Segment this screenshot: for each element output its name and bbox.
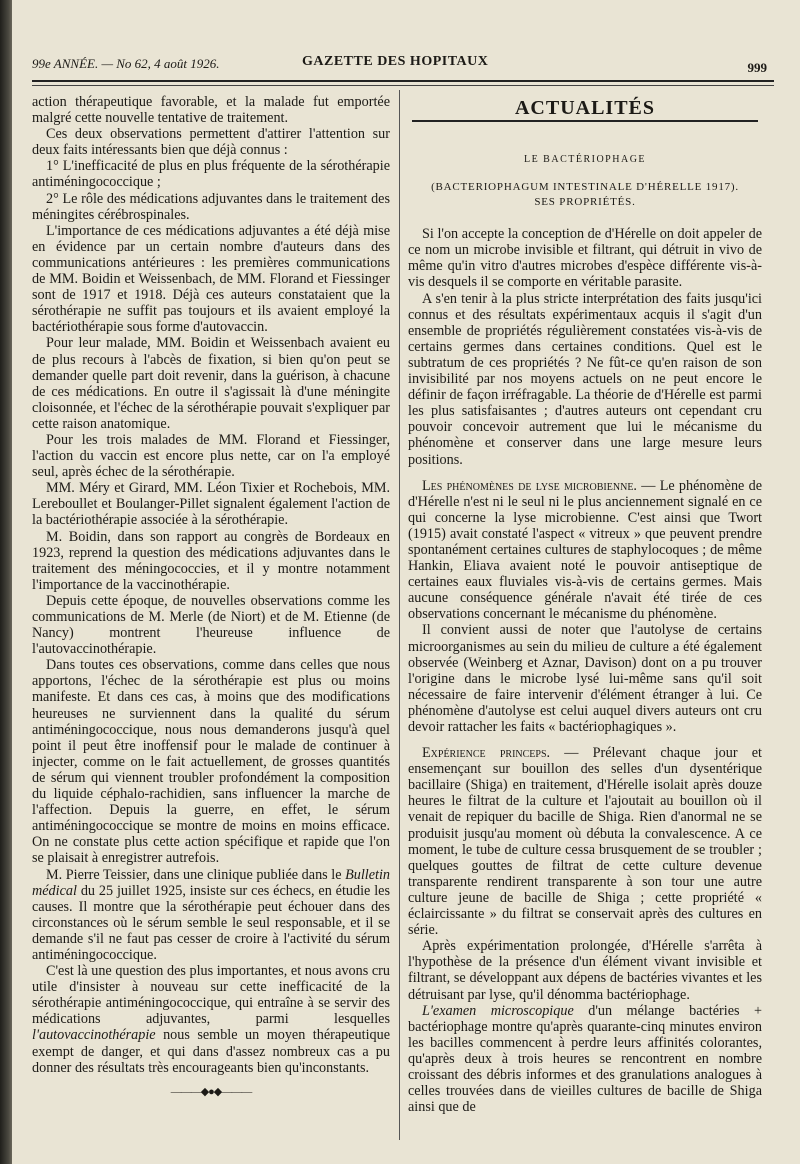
end-ornament: ———◆●◆——— <box>170 1085 252 1098</box>
paragraph: MM. Méry et Girard, MM. Léon Tixier et Rochebois, MM. Lereboullet et Boulanger-Pillet signalent également l'action de la bactériothérapie associée à la sérothérapie. <box>32 480 390 529</box>
subtitle-line: (BACTERIOPHAGUM INTESTINALE D'HÉRELLE 1917). <box>431 181 739 194</box>
paragraph: Il convient aussi de noter que l'autolyse de certains microorganismes au sein du milieu de culture a été également observée (Weinberg et Aznar, Davison) dont on a pu trouver l'origine dans le microbe lysé lui-même sans qu'il soit nécessaire de faire intervenir d'élément étranger à lui. Ce phénomène d'autolyse est celui auquel divers auteurs ont cru devoir rattacher les faits « bactériophagiques ». <box>408 622 762 735</box>
paragraph: Dans toutes ces observations, comme dans celles que nous apportons, l'échec de la sérothérapie est plus ou moins manifeste. Et dans ces cas, à moins que des modifications heureuses ne surviennent dans la qualité du sérum antiméningococcique, nous nous demanderons jusqu'à quel point il peut être inoffensif pour le malade de continuer à injecter, comme on le fait actuellement, de grosses quantités de sérum qui viennent troubler profondément la composition du liquide céphalo-rachidien, sans influencer la marche de l'affection. Depuis la guerre, en effet, le sérum antiméningococcique se montre de moins en moins efficace. On ne constate plus cette action spécifique et rapide que l'on se plaisait à enregistrer autrefois. <box>32 657 390 867</box>
paragraph: Si l'on accepte la conception de d'Hérelle on doit appeler de ce nom un microbe invisible et filtrant, qui détruit in vivo de même qu'in vitro d'autres microbes d'espèce différente vis-à-vis desquels il se comporte en véritable parasite. <box>408 226 762 291</box>
paragraph <box>32 867 390 964</box>
italic-text: l'autovaccinothérapie <box>32 1027 156 1044</box>
subtitle-line: SES PROPRIÉTÉS. <box>534 196 636 209</box>
article-title: LE BACTÉRIOPHAGE <box>523 154 647 166</box>
text-run: nous semble un moyen thérapeutique exempt de danger, et qui dans d'assez nombreux cas a pu donner des résultats très encourageants bien qu'inconstants. <box>32 1027 390 1076</box>
text-run: d'un mélange bactéries + bactériophage montre qu'après quarante-cinq minutes environ les bacilles commencent à perdre leurs affinités colorantes, qu'après deux à trois heures se rencontrent en nombre croissant des débris informes et des granulations analogues à celles trouvées dans de vieilles cultures de bacille de Shiga ainsi que de <box>408 1002 762 1116</box>
paragraph: Pour les trois malades de MM. Florand et Fiessinger, l'action du vaccin est encore plus nette, car on l'a employé seul, après échec de la sérothérapie. <box>32 431 390 481</box>
paragraph: L'importance de ces médications adjuvantes a été déjà mise en évidence par un certain nombre d'auteurs dans des communications antérieures : les premières communications de MM. Boidin et Weissenbach, de MM. Florand et Fiessinger sont de 1917 et 1918. Déjà ces auteurs constataient que la sérothérapie ne suffit pas toujours et ils avaient employé la bactériothérapie sous forme d'autovaccin. <box>32 222 390 336</box>
italic-text: Bulletin médical <box>32 866 390 899</box>
run-in-heading: Les phénomènes de lyse microbienne. <box>422 477 637 494</box>
text-run: M. Pierre Teissier, dans une clinique publiée dans le <box>46 866 346 883</box>
text-run: — Prélevant chaque jour et ensemençant sur bouillon des selles d'un dysentérique bacillaire (Shiga) en traitement, d'Hérelle isolait après douze heures le filtrat de la culture et l'ajoutait au bouillon où il venait de repiquer du bacille de Shiga. Rien d'anormal ne se produisit jusqu'au moment où débuta la convalescence. A ce moment, le tube de culture cessa brusquement de se troubler ; quelques gouttes de filtrat de cette culture devenue transparente rendirent transparente à son tour une autre culture jeune de bacille de Shiga ; cette propriété « éclaircissante » du filtrat se conservait après des cultures en série. <box>408 745 762 939</box>
text-run: C'est là une question des plus importantes, et nous avons cru utile d'insister à nouveau sur cette inefficacité de la sérothérapie antiméningococcique, qui entraîne à se servir des médications adjuvantes, parmi lesquelles <box>32 963 390 1028</box>
paragraph: Après expérimentation prolongée, d'Hérelle s'arrêta à l'hypothèse de la présence d'un élément vivant invisible et filtrant, se développant aux dépens de bactéries vivantes et les détruisant par lyse, qu'il dénomma bactériophage. <box>408 938 762 1003</box>
right-column <box>408 94 762 1115</box>
paragraph: 1° L'inefficacité de plus en plus fréquente de la sérothérapie antiméningococcique ; <box>32 158 390 191</box>
left-column <box>32 94 390 1100</box>
italic-text: L'examen microscopique <box>422 1002 574 1019</box>
page-header <box>32 50 772 78</box>
column-divider <box>399 90 400 1140</box>
paragraph <box>408 745 762 938</box>
header-rule-thick <box>32 80 774 82</box>
paragraph: action thérapeutique favorable, et la malade fut emportée malgré cette nouvelle tentative de traitement. <box>32 94 390 127</box>
paragraph: A s'en tenir à la plus stricte interprétation des faits jusqu'ici connus et des résultats expérimentaux acquis il s'agit d'un ensemble de propriétés régulièrement constatées vis-à-vis de certains germes dans certaines conditions. Quel est le subtratum de ces propriétés ? Ne fût-ce qu'en raison de son invisibilité par nos moyens actuels on ne peut encore le définir de façon irréfragable. La théorie de d'Hérelle est parmi les plus satisfaisantes ; d'autres auteurs ont cependant cru pouvoir concevoir autrement que lui le mécanisme du phénomène et conserver dans une large mesure leurs positions. <box>408 290 762 468</box>
paragraph: Depuis cette époque, de nouvelles observations comme les communications de M. Merle (de Niort) et de M. Etienne (de Nancy) montrent l'heureuse influence de l'autovaccinothérapie. <box>32 592 390 658</box>
journal-title: GAZETTE DES HOPITAUX <box>302 54 489 69</box>
run-in-heading: Expérience princeps. <box>422 745 551 762</box>
paragraph: M. Boidin, dans son rapport au congrès de Bordeaux en 1923, reprend la question des médications adjuvantes dans le traitement des méningococcies, et il y montre notamment l'importance de la vaccinothérapie. <box>32 528 390 593</box>
paragraph <box>32 963 390 1076</box>
issue-line: 99e ANNÉE. — No 62, 4 août 1926. <box>32 56 220 71</box>
article-subtitle <box>408 180 762 210</box>
newspaper-page <box>12 0 800 1164</box>
paragraph: Pour leur malade, MM. Boidin et Weissenbach avaient eu de plus recours à l'abcès de fixation, si bien qu'on peut se demander quelle part doit revenir, dans la guérison, à chacune de ces médications. En outre il s'agissait là d'une méningite cloisonnée, et l'échec de la sérothérapie pouvait s'expliquer par cette raison anatomique. <box>32 335 390 432</box>
title-rule <box>412 120 758 122</box>
spacer <box>408 468 762 478</box>
paragraph: Ces deux observations permettent d'attirer l'attention sur deux faits intéressants bien que déjà connus : <box>32 126 390 159</box>
paragraph: 2° Le rôle des médications adjuvantes dans le traitement des méningites cérébrospinales. <box>32 190 390 223</box>
spacer <box>408 735 762 745</box>
header-rule-thin <box>32 85 774 86</box>
paragraph <box>408 1003 762 1116</box>
book-binding <box>0 0 12 1164</box>
paragraph <box>408 478 762 623</box>
page-number: 999 <box>747 60 767 75</box>
text-run: — Le phénomène de d'Hérelle n'est ni le seul ni le plus anciennement signalé en ce qui concerne la lyse microbienne. C'est ainsi que Twort (1915) avait constaté l'aspect « vitreux » que peuvent prendre spontanément certaines cultures de staphylocoques ; de même Hankin, Eliava avaient noté le pouvoir antiseptique de certaines eaux fluviales vis-à-vis de certains germes. Mais aucune conséquence générale n'avait été tirée de ces observations concernant le mécanisme du phénomène. <box>408 477 762 623</box>
text-run: du 25 juillet 1925, insiste sur ces échecs, en étudie les causes. Il montre que la sérothérapie peut échouer dans des circonstances où le sérum semble le seul responsable, et il se demande s'il ne faut pas cesser de croire à l'activité du sérum antiméningococcique. <box>32 882 390 963</box>
section-title: ACTUALITÉS <box>514 97 656 119</box>
